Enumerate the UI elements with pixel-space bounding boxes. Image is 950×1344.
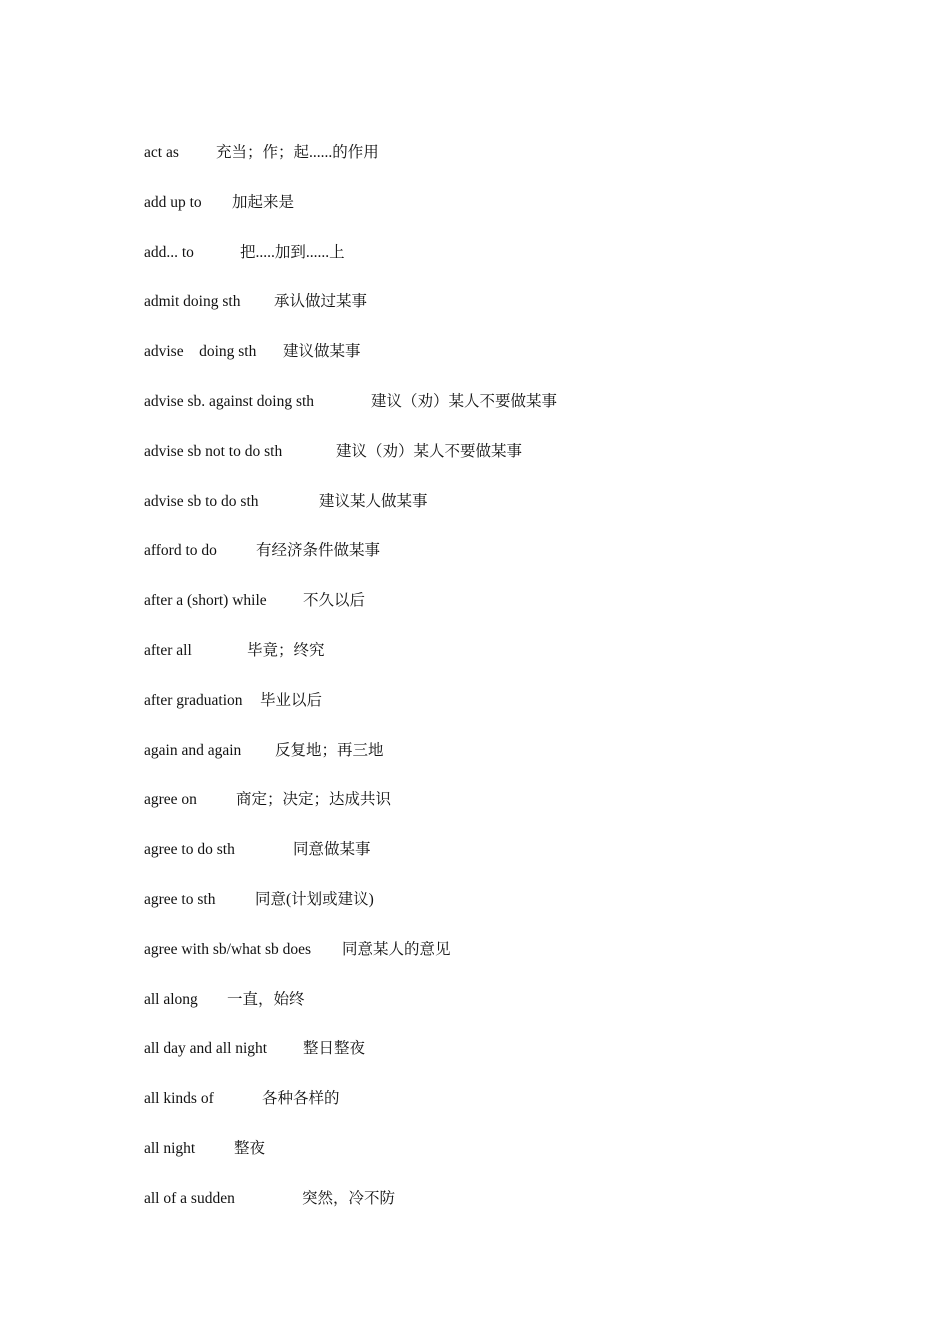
phrase-term: admit doing sth (144, 293, 241, 311)
list-item (144, 190, 844, 240)
phrase-term: advise doing sth (144, 343, 257, 361)
phrase-meaning: 不久以后 (303, 592, 366, 610)
phrase-meaning: 承认做过某事 (274, 293, 368, 311)
phrase-meaning: 一直，始终 (227, 990, 305, 1008)
phrase-term: all kinds of (144, 1090, 214, 1108)
phrase-term: advise sb to do sth (144, 492, 259, 510)
phrase-meaning: 各种各样的 (262, 1090, 340, 1108)
phrase-meaning: 同意某人的意见 (342, 940, 451, 958)
list-item (144, 240, 844, 290)
phrase-term: all of a sudden (144, 1189, 235, 1207)
list-item (144, 787, 844, 837)
list-item (144, 1186, 844, 1236)
list-item (144, 1136, 844, 1186)
phrase-meaning: 有经济条件做某事 (256, 542, 381, 560)
phrase-term: all night (144, 1139, 196, 1157)
phrase-meaning: 整夜 (234, 1139, 266, 1157)
phrase-meaning: 加起来是 (232, 193, 295, 211)
phrase-term: agree to do sth (144, 841, 235, 859)
phrase-term: add... to (144, 243, 194, 261)
phrase-term: act as (144, 144, 179, 161)
phrase-meaning: 同意(计划或建议) (255, 890, 374, 908)
phrase-term: advise sb not to do sth (144, 442, 283, 460)
list-item (144, 588, 844, 638)
list-item (144, 289, 844, 339)
phrase-meaning: 把.....加到......上 (240, 243, 345, 261)
list-item (144, 688, 844, 738)
phrase-term: all day and all night (144, 1040, 268, 1058)
phrase-term: all along (144, 990, 198, 1008)
phrase-meaning: 建议（劝）某人不要做某事 (336, 442, 523, 460)
phrase-meaning: 反复地；再三地 (275, 741, 384, 759)
phrase-meaning: 突然，冷不防 (302, 1189, 396, 1207)
phrase-term: advise sb. against doing sth (144, 392, 315, 410)
phrase-term: agree to sth (144, 890, 216, 908)
phrase-list (144, 140, 844, 1236)
list-item (144, 489, 844, 539)
list-item (144, 887, 844, 937)
phrase-meaning: 充当；作；起......的作用 (216, 144, 379, 161)
list-item (144, 837, 844, 887)
list-item (144, 638, 844, 688)
phrase-term: agree with sb/what sb does (144, 940, 312, 958)
phrase-meaning: 建议（劝）某人不要做某事 (371, 392, 558, 410)
list-item (144, 538, 844, 588)
phrase-meaning: 整日整夜 (303, 1040, 366, 1058)
phrase-meaning: 建议某人做某事 (319, 492, 428, 510)
phrase-meaning: 毕竟；终究 (247, 641, 325, 659)
list-item (144, 987, 844, 1037)
phrase-term: add up to (144, 193, 202, 211)
phrase-meaning: 建议做某事 (283, 343, 361, 361)
phrase-meaning: 商定；决定；达成共识 (236, 791, 392, 809)
phrase-term: afford to do (144, 542, 217, 560)
phrase-term: again and again (144, 741, 242, 759)
list-item (144, 339, 844, 389)
list-item (144, 140, 844, 190)
phrase-term: agree on (144, 791, 197, 809)
list-item (144, 1086, 844, 1136)
list-item (144, 389, 844, 439)
phrase-meaning: 毕业以后 (260, 691, 323, 709)
list-item (144, 738, 844, 788)
list-item (144, 937, 844, 987)
phrase-meaning: 同意做某事 (293, 841, 371, 859)
phrase-term: after graduation (144, 691, 243, 709)
phrase-term: after all (144, 641, 192, 659)
phrase-term: after a (short) while (144, 592, 267, 610)
list-item (144, 1036, 844, 1086)
list-item (144, 439, 844, 489)
